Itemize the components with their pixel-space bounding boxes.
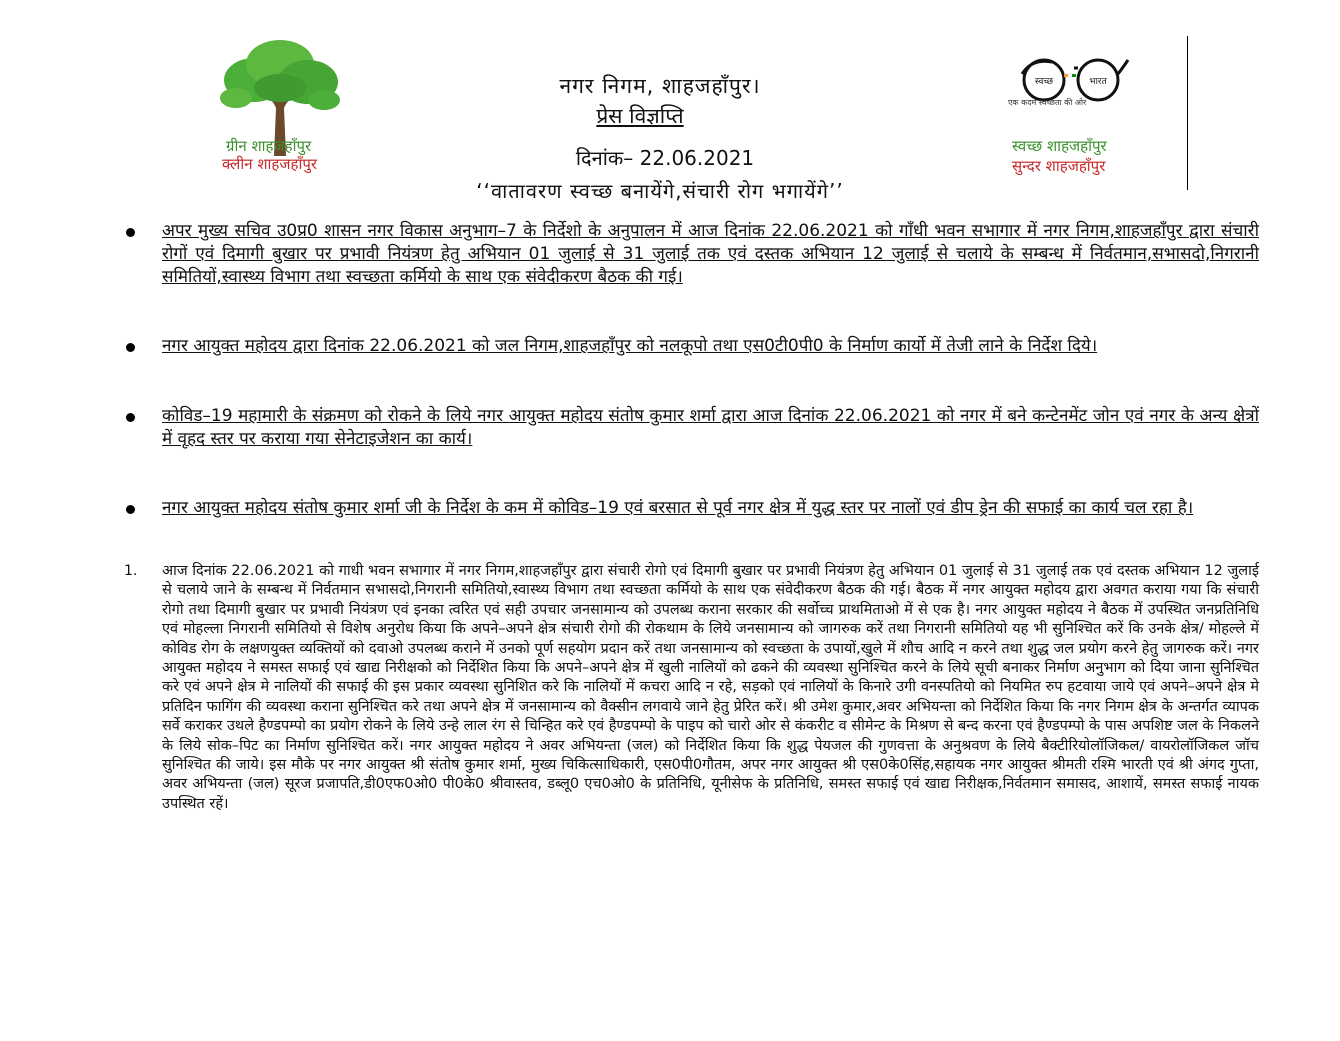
- bullet-dot: [126, 505, 135, 514]
- bullet-dot: [126, 228, 135, 237]
- swachh-shahjahanpur-label: स्वच्छ शाहजहाँपुर: [1012, 137, 1107, 155]
- header-divider: [1187, 36, 1188, 190]
- paragraph-number: 1.: [124, 563, 138, 579]
- press-release-title: प्रेस विज्ञप्ति: [596, 104, 684, 128]
- green-shahjahanpur-label: ग्रीन शाहजहाँपुर: [226, 137, 312, 155]
- bharat-text: भारत: [1089, 77, 1107, 87]
- sundar-shahjahanpur-label: सुन्दर शाहजहाँपुर: [1012, 157, 1106, 175]
- date-line: दिनांक– 22.06.2021: [575, 146, 755, 170]
- bullet-dot: [126, 413, 135, 422]
- swachh-text: स्वच्छ: [1034, 77, 1054, 87]
- bullet-item: नगर आयुक्त महोदय द्वारा दिनांक 22.06.2021 को जल निगम,शाहजहाँपुर को नलकूपो तथा एस0टी0पी0 के निर्माण कार्यो में तेजी लाने के निर्देश दिये।: [162, 336, 1098, 356]
- swachh-tagline: एक कदम स्वच्छता की ओर: [1008, 98, 1087, 107]
- slogan: ‘‘वातावरण स्वच्छ बनायेंगे,संचारी रोग भगायेंगे’’: [476, 179, 844, 203]
- bullet-item: कोविड–19 महामारी के संक्रमण को रोकने के लिये नगर आयुक्त महोदय संतोष कुमार शर्मा द्वारा आज दिनांक 22.06.2021 को नगर में बने कन्टेनमेंट जोन एवं नगर के अन्य क्षेत्रों में वृहद स्तर पर कराया गया सेनेटाइजेशन का कार्य।: [162, 406, 1259, 449]
- bullet-dot: [126, 343, 135, 352]
- title-block: [400, 72, 960, 204]
- clean-shahjahanpur-label: क्लीन शाहजहाँपुर: [222, 155, 318, 173]
- bullet-item: नगर आयुक्त महोदय संतोष कुमार शर्मा जी के निर्देश के कम में कोविड–19 एवं बरसात से पूर्व नगर क्षेत्र में युद्ध स्तर पर नालों एवं डीप ड्रेन की सफाई का कार्य चल रहा है।: [162, 498, 1194, 518]
- bullet-item: अपर मुख्य सचिव उ0प्र0 शासन नगर विकास अनुभाग–7 के निर्देशो के अनुपालन में आज दिनांक 22.06.2021 को गाँधी भवन सभागार में नगर निगम,शाहजहाँपुर द्वारा संचारी रोगों एवं दिमागी बुखार पर प्रभावी नियंत्रण हेतु अभियान 01 जुलाई से 31 जुलाई तक एवं दस्तक अभियान 12 जुलाई से चलाये के सम्बन्ध में निर्वतमान,सभासदो,निगरानी समितियों,स्वास्थ्य विभाग तथा स्वच्छता कर्मियो के साथ एक संवेदीकरण बैठक की गई।: [162, 221, 1259, 287]
- meeting-paragraph: आज दिनांक 22.06.2021 को गाधी भवन सभागार में नगर निगम,शाहजहाँपुर द्वारा संचारी रोगो एवं दिमागी बुखार पर प्रभावी नियंत्रण हेतु अभियान 01 जुलाई से 31 जुलाई तक एवं दस्तक अभियान 12 जुलाई से चलाये जाने के सम्बन्ध में निर्वतमान सभासदो,निगरानी समितियो,स्वास्थ्य विभाग तथा स्वच्छता कर्मियो के साथ एक संवेदीकरण बैठक की गई। बैठक में नगर आयुक्त महोदय द्वारा अवगत कराया गया कि संचारी रोगो तथा दिमागी बुखार पर प्रभावी नियंत्रण एवं इनका त्वरित एवं सही उपचार जनसामान्य को उपलब्ध कराना सरकार की सर्वोच्च प्राथमिताओ में से एक है। नगर आयुक्त महोदय ने बैठक में उपस्थित जनप्रतिनिधि एवं मोहल्ला निगरानी समितियो से विशेष अनुरोध किया कि अपने–अपने क्षेत्र संचारी रोगो की रोकथाम के लिये जनसामान्य को जागरुक करें तथा निगरानी समितियो यह भी सुनिश्चित करें कि उनके क्षेत्र/ मोहल्ले में कोविड रोग के लक्षणयुक्त व्यक्तियों को दवाओ उपलब्ध कराने में उनको पूर्ण सहयोग प्रदान करें तथा जनसामान्य को स्वच्छता के उपायों,खुले में शौच आदि न करने तथा शुद्ध जल प्रयोग करने हेतु जागरुक करें। नगर आयुक्त महोदय ने समस्त सफाई एवं खाद्य निरीक्षको को निर्देशित किया कि अपने–अपने क्षेत्र में खुली नालियों को ढकने की व्यवस्था सुनिश्चित करने के लिये सूची बनाकर निर्माण अनुभाग को दिया जाना सुनिश्चित करे एवं अपने क्षेत्र मे नालियों की सफाई की इस प्रकार व्यवस्था सुनिशित करे कि नालियों में कचरा आदि न रहे, सड़को एवं नालियों के किनारे उगी वनस्पतियो को नियमित रुप हटवाया जाये एवं अपने–अपने क्षेत्र मे प्रतिदिन फागिंग की व्यवस्था कराना सुनिश्चित करे तथा अपने क्षेत्र में जनसामान्य को वैक्सीन लगवाये जाने हेतु प्रेरित करें। श्री उमेश कुमार,अवर अभियन्ता को निर्देशित किया कि नगर निगम क्षेत्र के अन्तर्गत व्यापक सर्वे कराकर उथले हैण्डपम्पो का प्रयोग रोकने के लिये उन्हे लाल रंग से चिन्हित करे एवं हैण्डपम्पो के पाइप को चारो ओर से कंकरीट व सीमेन्ट के मिश्रण से बन्द करना एवं हैण्डपम्पो के पास अपशिष्ट जल के निकलने के लिये सोक–पिट का निर्माण सुनिश्चित करें। नगर आयुक्त महोदय ने अवर अभियन्ता (जल) को निर्देशित किया कि शुद्ध पेयजल की गुणवत्ता के अनुश्रवण के लिये बैक्टीरियोलॉजिकल/ वायरोलॉजिकल जॉच सुनिश्चित की जाये। इस मौके पर नगर आयुक्त श्री संतोष कुमार शर्मा, मुख्य चिकित्साधिकारी, एस0पी0गौतम, अपर नगर आयुक्त श्री एस0के0सिंह,सहायक नगर आयुक्त श्रीमती रश्मि भारती एवं श्री अंगद गुप्ता, अवर अभियन्ता (जल) सूरज प्रजापति,डी0एफ0ओ0 पी0के0 श्रीवास्तव, डब्लू0 एच0ओ0 के प्रतिनिधि, यूनीसेफ के प्रतिनिधि, समस्त सफाई एवं खाद्य निरीक्षक,निर्वतमान समासद, आशायें, समस्त सफाई नायक उपस्थित रहें।: [162, 563, 1259, 812]
- org-name: नगर निगम, शाहजहाँपुर।: [559, 74, 761, 98]
